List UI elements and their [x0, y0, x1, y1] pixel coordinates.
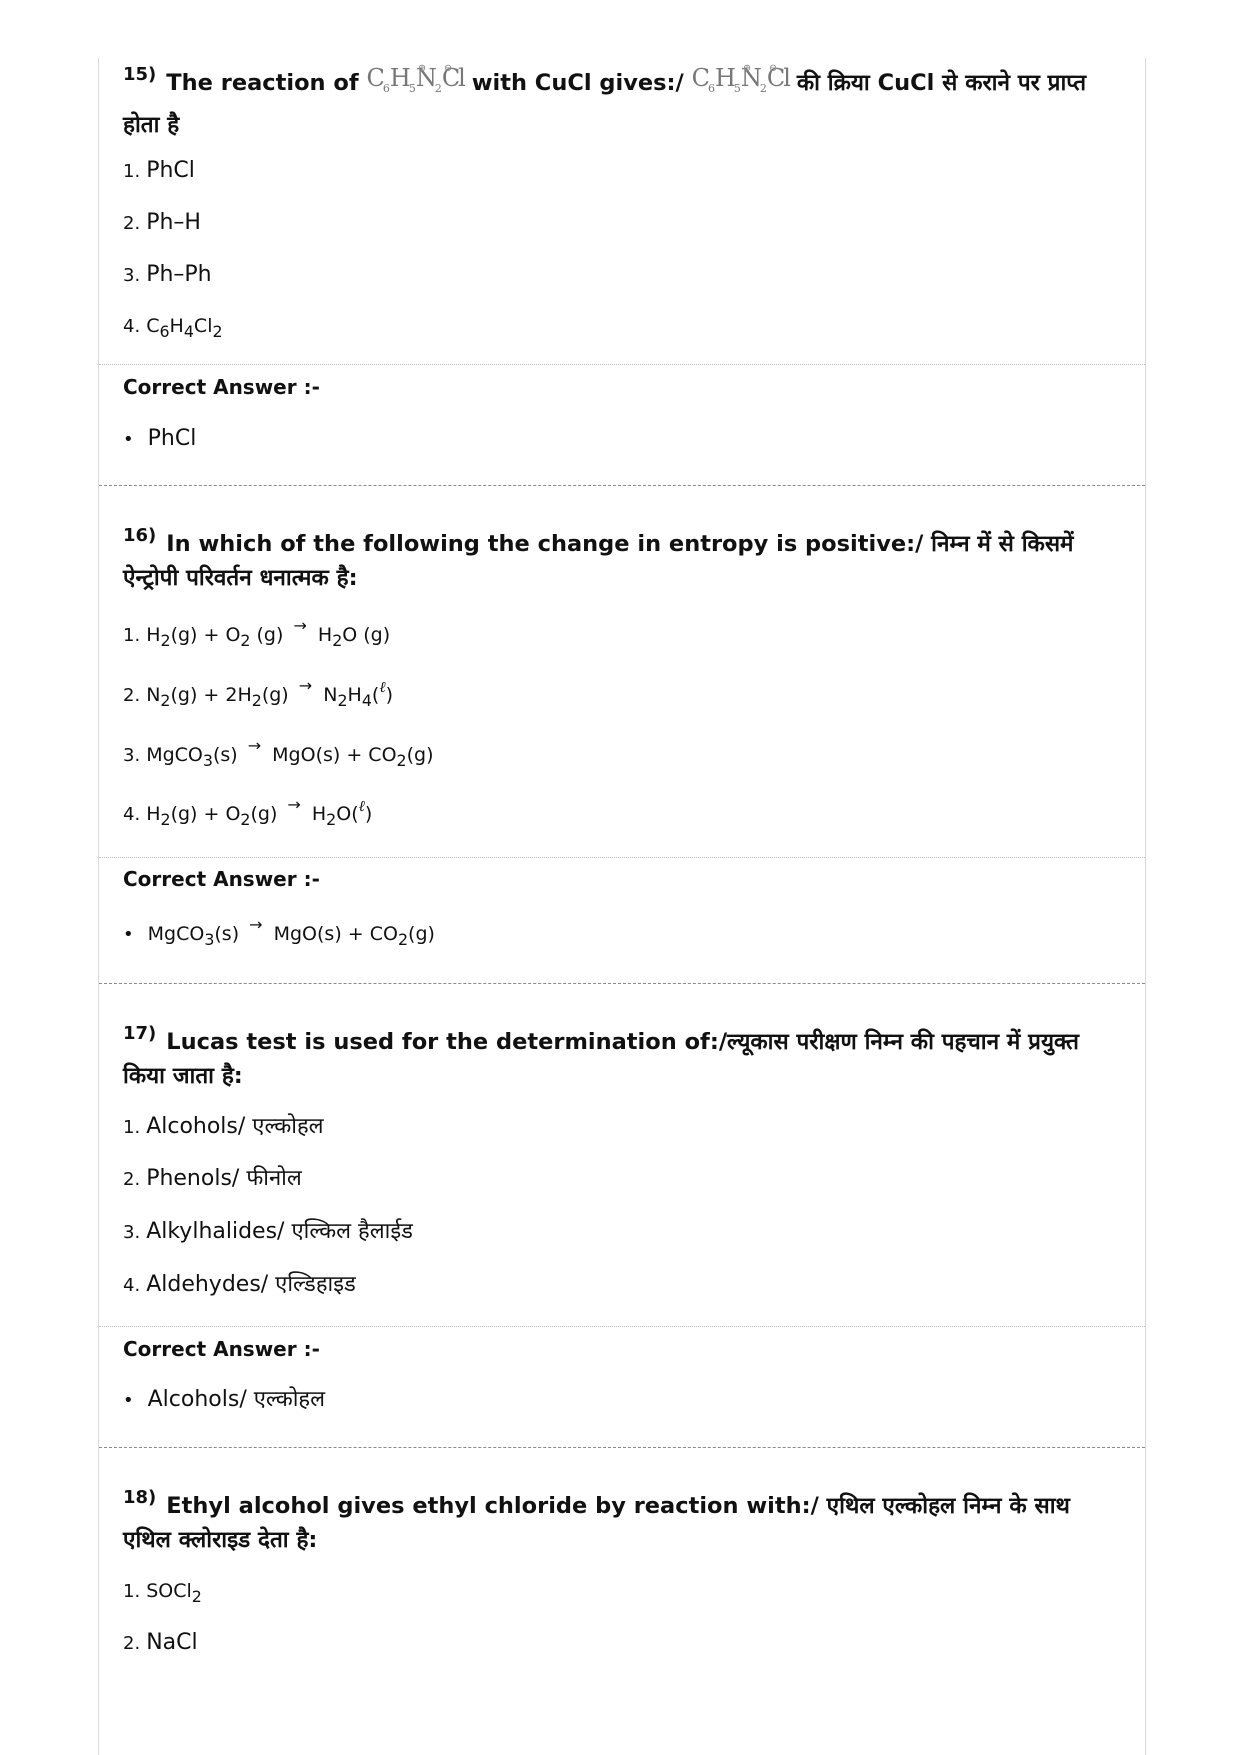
option-2[interactable]: 2. NaCl [123, 1630, 198, 1655]
option-3[interactable]: 3. MgCO$_3$(s) → $MgO(s) + CO_2(g)$ [123, 736, 434, 770]
option-4-formula: $C_6H_4Cl_2$ [146, 315, 223, 341]
question-15-title: $^{15)}$ The reaction of $C_6H_5\oplus$ $N_2⊖$ Cl with CuCl gives:/ $C_6H_5\oplus$ $N_2⊖$ Cl की क्रिया CuCl से कराने पर प्राप्त होता है [123, 66, 1115, 142]
option-3[interactable]: 3. Alkylhalides/ एल्किल हैलाईड [123, 1219, 413, 1244]
question-number: 18) [123, 1487, 157, 1508]
option-1[interactable]: 1. Alcohols/ एल्कोहल [123, 1114, 324, 1139]
divider [99, 857, 1145, 858]
option-1[interactable]: 1. $H_2(g) + O_2$ $(g) \to H_2O$ (g) [123, 616, 391, 650]
option-2[interactable]: 2. Ph–H [123, 210, 201, 235]
question-separator [99, 1447, 1145, 1448]
page-frame [98, 58, 1146, 1755]
option-3[interactable]: 3. Ph–Ph [123, 262, 212, 287]
divider [99, 364, 1145, 365]
correct-answer-label: Correct Answer :- [123, 1337, 320, 1361]
correct-answer-equation: MgCO$_3$(s) → $MgO(s) + CO_2(g)$ [147, 915, 435, 949]
option-1[interactable]: 1. PhCl [123, 158, 195, 183]
diazonium-formula-image: $C_6H_5\oplus$ $N_2⊖$ Cl [367, 62, 464, 105]
option-1[interactable]: 1. SOCl$_2$ [123, 1580, 202, 1606]
option-3-equation: MgCO$_3$(s) → $MgO(s) + CO_2(g)$ [146, 736, 434, 770]
option-1-equation: $H_2(g) + O_2$ $(g) \to H_2O$ (g) [146, 616, 391, 650]
diazonium-formula-image: $C_6H_5\oplus$ $N_2⊖$ Cl [692, 62, 789, 105]
option-4[interactable]: 4. $C_6H_4Cl_2$ [123, 315, 223, 341]
correct-answer-label: Correct Answer :- [123, 867, 320, 891]
question-number: 16) [123, 525, 157, 546]
question-separator [99, 983, 1145, 984]
question-18-title: $^{18)}$ Ethyl alcohol gives ethyl chloride by reaction with:/ एथिल एल्कोहल निम्न के साथ एथिल क्लोराइड देता है: [123, 1487, 1070, 1553]
option-2-equation: $N_2(g) + 2H_2(g) \to N_2H_4(^\ell)$ [146, 676, 393, 710]
option-2[interactable]: 2. Phenols/ फीनोल [123, 1166, 302, 1191]
option-1-formula: SOCl$_2$ [146, 1580, 202, 1606]
question-16-title: $^{16)}$ In which of the following the change in entropy is positive:/ निम्न में से किसमें ऐन्ट्रोपी परिवर्तन धनात्मक है: [123, 525, 1074, 591]
question-17-title: $^{17)}$ Lucas test is used for the determination of:/ल्यूकास परीक्षण निम्न की पहचान में प्रयुक्त किया जाता है: [123, 1023, 1079, 1089]
option-4[interactable]: 4. $H_2(g) + O_2(g) \to H_2O(^\ell)$ [123, 795, 373, 829]
option-4[interactable]: 4. Aldehydes/ एल्डिहाइड [123, 1272, 356, 1297]
divider [99, 1326, 1145, 1327]
option-2[interactable]: 2. $N_2(g) + 2H_2(g) \to N_2H_4(^\ell)$ [123, 676, 393, 710]
correct-answer: • Alcohols/ एल्कोहल [123, 1387, 326, 1412]
question-number: 15) [123, 64, 157, 85]
correct-answer-label: Correct Answer :- [123, 375, 320, 399]
correct-answer: • PhCl [123, 426, 197, 451]
question-separator [99, 485, 1145, 486]
question-number: 17) [123, 1023, 157, 1044]
option-4-equation: $H_2(g) + O_2(g) \to H_2O(^\ell)$ [146, 795, 373, 829]
correct-answer: • MgCO$_3$(s) → $MgO(s) + CO_2(g)$ [123, 915, 435, 949]
